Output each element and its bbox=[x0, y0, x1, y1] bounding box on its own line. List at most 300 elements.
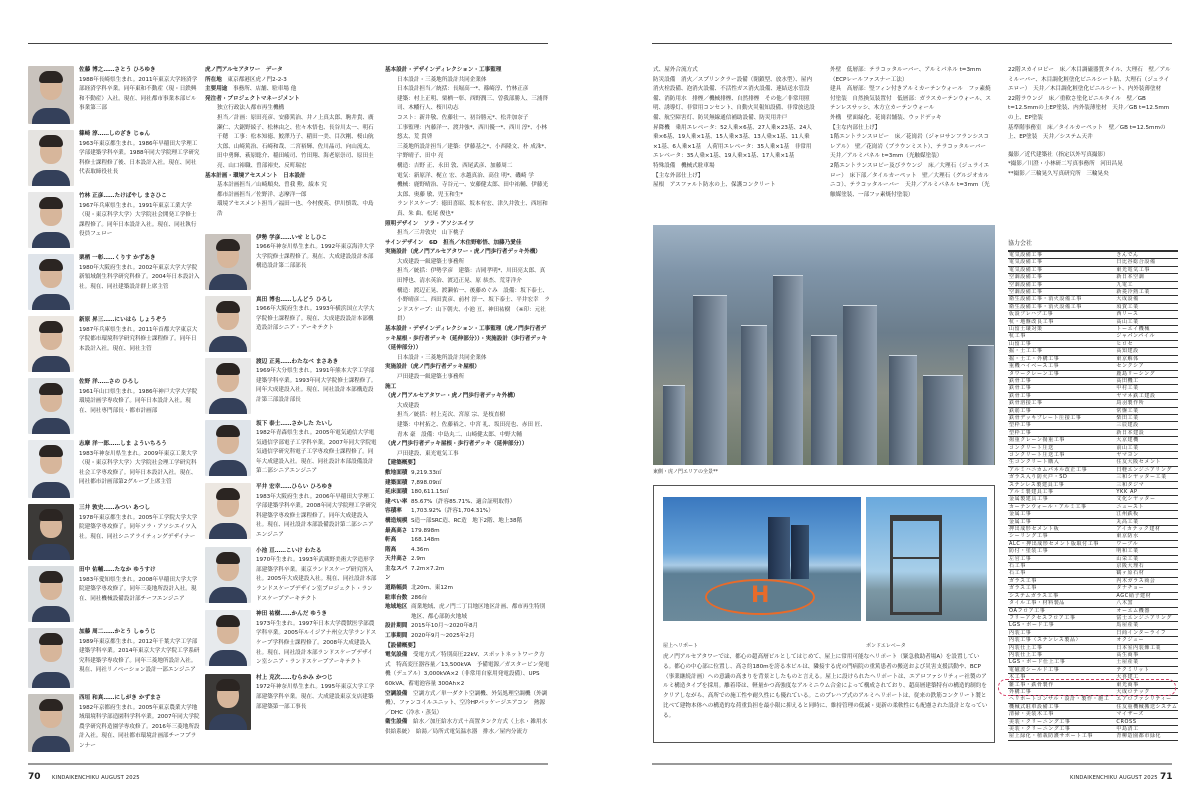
portrait-photo bbox=[28, 254, 74, 310]
company-cell: 高知建設 bbox=[1110, 348, 1178, 355]
trade-cell: 金属製建具工事 bbox=[1008, 496, 1110, 503]
credit-line: 電気：新原洋、梶立 宏、水越真治、高住 明*、磯崎 学 bbox=[397, 172, 534, 179]
heliport-caption: 屋上ヘリポート bbox=[663, 643, 699, 649]
bio-name: 志摩 洋一郎……しま よういちろう bbox=[79, 441, 167, 447]
outline-key: 天井高さ bbox=[385, 556, 408, 563]
highlight-annotation bbox=[998, 679, 1176, 696]
bio-text bbox=[256, 547, 377, 605]
outline-row bbox=[385, 469, 550, 479]
data-label: 所在地 bbox=[205, 76, 222, 83]
page-rule-left bbox=[28, 43, 548, 44]
equip-value: 空調方式／単一ダクト空調機、外気処理空調機（外調機）、ファンコイルユニット、空冷HPパッケージエアコン 熱源／DHC（冷水・蒸気） bbox=[385, 690, 548, 716]
bio-text bbox=[256, 420, 377, 478]
company-cell: タナチョー bbox=[1110, 585, 1178, 592]
outline-row bbox=[385, 527, 550, 537]
bio-text bbox=[256, 610, 377, 668]
equip-key: 空調設備 bbox=[385, 690, 408, 697]
outline-row bbox=[385, 479, 550, 489]
portrait-hair bbox=[216, 552, 240, 564]
heliport-photo: H bbox=[663, 497, 861, 621]
credit-line: 三菱地所設計担当／建築：伊藤基之*、小西隆文、朴 成洙*、宇野晴子、田中 亮 bbox=[397, 143, 550, 160]
contractor-row bbox=[1008, 696, 1178, 703]
company-cell: ヒロセ bbox=[1110, 340, 1178, 347]
specs-column-4 bbox=[653, 66, 815, 191]
portrait-body bbox=[32, 356, 70, 372]
company-cell: 三辰建設 bbox=[1110, 422, 1178, 429]
data-heading: 虎ノ門アルセアタワー データ bbox=[205, 67, 283, 73]
credit-line: 施工 bbox=[385, 383, 397, 390]
outline-row bbox=[385, 488, 550, 498]
bio-entry bbox=[28, 192, 200, 248]
outline-key: 階高 bbox=[385, 546, 397, 553]
contractor-row bbox=[1008, 577, 1178, 584]
bio-name: 村上 克次……むらかみ かつじ bbox=[256, 674, 333, 681]
contractor-row bbox=[1008, 489, 1178, 496]
credit-line: 建築：中村拓之、佐藤裕之、中宮 礼、坂田亮也、赤田 匠、青木 豪 設備：中島丸二、山崎健太郎、中野大輔 bbox=[397, 421, 546, 438]
portrait-body bbox=[209, 523, 247, 539]
company-cell: 土屋産業 bbox=[1110, 659, 1178, 666]
company-cell: 江州鉄板 bbox=[1110, 511, 1178, 518]
company-cell: マイザーズ bbox=[1110, 711, 1178, 718]
bio-entry bbox=[205, 610, 377, 668]
portrait-hair bbox=[216, 488, 240, 500]
credit-line: 戸田建設一級建築士事務所 bbox=[397, 374, 465, 380]
bio-description: 1966年大阪府生まれ。1993年横浜国立大学大学院修士課程修了。現在、大成建設設計本部構造設計部シニア・アーキテクト bbox=[256, 306, 375, 332]
company-cell: 高山工業 bbox=[1110, 318, 1178, 325]
bio-description: 1973年生まれ。1997年日本大学農獣医学部農学科卒業。2005年ルイジアナ州立大学ランドスケープ学科修士課程修了。2008年大成建設入社。現在、同社設計本部ランドスケープデザイン室シニア・ランドスケープアーキテクト bbox=[256, 620, 377, 666]
company-cell: アイカテック建材 bbox=[1110, 526, 1178, 533]
contractor-row bbox=[1008, 437, 1178, 444]
trade-cell: 美装・クリーニング工事 bbox=[1008, 718, 1110, 725]
bio-description: 1982年京都府生まれ。2005年東京農業大学地域環境科学部造園科学科卒業。2007年同大学院農学研究科造園学専攻修了。2016年三菱地所設計入社。現在、同社都市環境計画部チーフプランナー bbox=[79, 704, 200, 749]
company-cell: 明和工業 bbox=[1110, 548, 1178, 555]
portrait-body bbox=[209, 460, 247, 476]
equip-key: 電気設備 bbox=[385, 652, 408, 659]
plan-staff-line: 都市計画担当／佐野洋、志摩洋一郎 bbox=[217, 191, 307, 198]
outline-value: 2.9m bbox=[411, 556, 426, 563]
portrait-hair bbox=[39, 633, 63, 645]
portrait-body bbox=[32, 232, 70, 248]
company-cell: 青柳造園都市緑化 bbox=[1110, 733, 1178, 740]
contractor-row bbox=[1008, 540, 1178, 547]
trade-cell: 鉄骨溶接工事 bbox=[1008, 400, 1110, 407]
trade-cell: ガラス工事 bbox=[1008, 585, 1110, 592]
contractor-row bbox=[1008, 303, 1178, 310]
portrait-hair bbox=[39, 135, 63, 147]
contractor-row bbox=[1008, 570, 1178, 577]
trade-cell: 清掃・美装木工事 bbox=[1008, 711, 1110, 718]
contractor-row bbox=[1008, 326, 1178, 333]
company-cell: ジャパンパイル bbox=[1110, 333, 1178, 340]
trade-cell: 防付・塗装工事 bbox=[1008, 548, 1110, 555]
trade-cell: 石工事 bbox=[1008, 563, 1110, 570]
trade-cell: 杭・地盤改良工事 bbox=[1008, 318, 1110, 325]
footer-rule-left bbox=[28, 763, 548, 765]
contractor-row bbox=[1008, 451, 1178, 458]
outline-heading: 【建築概要】 bbox=[385, 460, 419, 467]
contractor-row bbox=[1008, 518, 1178, 525]
bios-column-2 bbox=[205, 234, 377, 730]
spec-line: 昇降機 乗用エレベータ：52人乗×6基、27人乗×23基、24人乗×6基、19人乗×1基、15人乗×3基、13人乗×1基、11人乗×1基、6人乗×1基 人荷用エレベータ：35人乗×1基 非常用エレベータ：35人乗×1基、19人乗×1基、17人乗×1基 bbox=[653, 124, 812, 160]
bio-description: 1983年愛知県生まれ。2008年早稲田大学大学院建築学専攻修了。同年三菱地所設計入社。現在、同社機械設備設計部チーフエンジニア bbox=[79, 576, 198, 602]
specs-column-6 bbox=[1008, 66, 1173, 180]
outline-key: 敷地面積 bbox=[385, 469, 408, 476]
company-cell: トーエイ機械 bbox=[1110, 326, 1178, 333]
trade-cell: 生コンクリート購入 bbox=[1008, 459, 1110, 466]
equip-value: 給水／加圧給水方式＋高置タンク方式（上水・雑用水供給系統） 給湯／局所式電気温水器 排水／屋内分流方 bbox=[385, 719, 548, 735]
credits-column bbox=[385, 66, 550, 738]
portrait-photo bbox=[28, 566, 74, 622]
contractor-row bbox=[1008, 385, 1178, 392]
portrait-photo bbox=[28, 192, 74, 248]
bio-text bbox=[256, 674, 377, 730]
contractor-row bbox=[1008, 659, 1178, 666]
contractor-row bbox=[1008, 607, 1178, 614]
plan-staff-line: 基本計画担当／山崎順央、曽我 勲、綾本 究 bbox=[217, 182, 327, 189]
outline-value: 168.148m bbox=[411, 537, 440, 544]
bio-entry bbox=[205, 296, 377, 352]
contractor-row bbox=[1008, 266, 1178, 273]
company-cell: 日比谷総合設備 bbox=[1110, 259, 1178, 266]
portrait-photo bbox=[205, 296, 251, 352]
outline-key: 建築面積 bbox=[385, 479, 408, 486]
trade-cell: 電磁波シールド工事 bbox=[1008, 666, 1110, 673]
bio-name: 栗栖 一彰……くりす かずあき bbox=[79, 255, 156, 261]
equip-key: 衛生設備 bbox=[385, 719, 408, 726]
bio-entry bbox=[28, 504, 200, 560]
credit-line: 担当／統括：伊勢学彦 建築：吉岡孝明*、川田亮太郎、真田博也、清水英治、渡辺正晃、原 恭杰、荒芽洋介 bbox=[397, 268, 546, 285]
outline-row bbox=[385, 622, 550, 632]
bond-elevator-caption: ボンドエレベータ bbox=[866, 643, 906, 649]
outline-key: 建ぺい率 bbox=[385, 498, 408, 505]
bio-name: 佐藤 博之……さとう ひろゆき bbox=[79, 67, 156, 73]
portrait-hair bbox=[39, 259, 63, 271]
bio-description: 1982年青森県生まれ。2005年電気通信大学電気通信学部電子工学科卒業。2007年同大学院電気通信学研究科電子工学専攻修士課程修了。同年大成建設入社。現在、同社設計本部設備設計第二部シニアエンジニア bbox=[256, 430, 377, 475]
portrait-hair bbox=[39, 197, 63, 209]
trade-cell: 外構工事 bbox=[1008, 688, 1110, 695]
outline-key: 設計期間 bbox=[385, 623, 408, 630]
bio-description: 1983年神奈川県生まれ。2009年東京工業大学（現・東京科学大学）大学院社会理工学研究科社会工学専攻修了。同年日本設計入社。現在、同社都市計画部第2グループ上席主管 bbox=[79, 450, 198, 486]
trade-cell: LGS・ボード仕上工事 bbox=[1008, 659, 1110, 666]
credit-line: 構造：吉野 正、永田 敦、西尾武彦、加藤周二 bbox=[397, 162, 513, 169]
trade-cell: 内装工事（ステンレス製品） bbox=[1008, 637, 1110, 644]
trade-cell: 金属工事 bbox=[1008, 511, 1110, 518]
outline-row bbox=[385, 507, 550, 517]
portrait-photo bbox=[205, 547, 251, 603]
magazine-title-right: KINDAIKENCHIKU AUGUST 2025 bbox=[1070, 775, 1158, 781]
company-cell: 日本室内装飾工業 bbox=[1110, 644, 1178, 651]
bio-name: 渡辺 正晃……わたなべ まさあき bbox=[256, 358, 339, 365]
trade-cell: コンクリート圧送 bbox=[1008, 444, 1110, 451]
portrait-hair bbox=[39, 445, 63, 457]
spec-line: 1階エントランスロビー 床／花崗岩（ジャロサンフランシスコレアル） 壁／花崗岩（ブラウンミスト）、テラコッタルーバー 天井／アルミパネル t=3mm（光触媒塗装） bbox=[830, 134, 992, 160]
outline-row bbox=[385, 546, 550, 556]
contractor-row bbox=[1008, 296, 1178, 303]
outline-value: 7.2m×7.2m bbox=[411, 565, 445, 572]
bio-name: 伊勢 学彦……いせ としひこ bbox=[256, 234, 328, 241]
bio-text bbox=[79, 566, 200, 622]
company-cell: 新日本空調 bbox=[1110, 274, 1178, 281]
trade-cell: 重機ハイベース工事 bbox=[1008, 363, 1110, 370]
company-cell: 京阪大理石 bbox=[1110, 563, 1178, 570]
equip-heading: 【設備概要】 bbox=[385, 642, 419, 649]
bio-description: 1961年山口県生まれ。1986年神戸大学大学院環境計画学専攻修了。同年日本設計入社。現在、同社専門部長・都市計画部 bbox=[79, 388, 198, 414]
portrait-body bbox=[32, 606, 70, 622]
contractor-row bbox=[1008, 511, 1178, 518]
credit-line: 日本設計担当／統括：長堀高一*、篠崎淳、竹林正彦 bbox=[397, 86, 529, 93]
credit-line: 実施設計（虎ノ門歩行者デッキ屋根） bbox=[385, 364, 480, 371]
data-line bbox=[205, 85, 377, 95]
bio-description: 1969年大分県生まれ。1991年熊本大学工学部建築学科卒業。1993年同大学院修士課程修了。同年大成建設入社。現在、同社設計本部構造設計第三部設計部長 bbox=[256, 368, 377, 403]
contractor-row bbox=[1008, 726, 1178, 733]
company-cell: 須賀工業 bbox=[1110, 303, 1178, 310]
bio-description: 1980年大阪府生まれ。2002年東京大学大学院新領域創生科学研究科修了。2004年日本設計入社。現在、同社建築設計群上席主管 bbox=[79, 264, 200, 290]
spec-line: 防災設備 消火／スプリンクラー設備（閉鎖型、放水型）、屋内消火栓設備、泡消火設備、不活性ガス消火設備、連結送水管設備、消防用水 排煙／機械排煙、自然排煙 その他／非常用照明、誘導灯、非常用コンセント、自動火災報知設備、非常放送設備、航空障害灯、防災無線通信補助設備、防災用井戸 bbox=[653, 76, 815, 121]
portrait-body bbox=[32, 294, 70, 310]
company-cell: 文化シヤッター bbox=[1110, 496, 1178, 503]
trade-cell: 押出成形セメント板 bbox=[1008, 526, 1110, 533]
equip-row bbox=[385, 651, 550, 689]
company-cell: 新日本建設 bbox=[1110, 429, 1178, 436]
trade-cell: 機械式駐車設備工事 bbox=[1008, 703, 1110, 710]
aerial-photo bbox=[653, 225, 995, 465]
company-cell: 東京防水 bbox=[1110, 533, 1178, 540]
outline-value: 286台 bbox=[411, 594, 428, 601]
portrait-body bbox=[32, 418, 70, 434]
trade-cell: フリーアクセスフロア工事 bbox=[1008, 614, 1110, 621]
contractor-row bbox=[1008, 585, 1178, 592]
contractor-row bbox=[1008, 555, 1178, 562]
photo-credit: 撮影／近代建築社（指定以外写真撮影） bbox=[1008, 151, 1109, 158]
bio-name: 田中 佑輔……たなか ゆうすけ bbox=[79, 567, 156, 573]
portrait-body bbox=[32, 544, 70, 560]
outline-key: 地域地区 bbox=[385, 604, 408, 611]
trade-cell: システムガラス工事 bbox=[1008, 592, 1110, 599]
specs-column-5 bbox=[830, 66, 992, 200]
bio-description: 1978年東京都生まれ。2005年工学院大学大学院建築学専攻修了。同年ソラ・アソシエイツ入社。現在、同社シニアライティングデザイナー bbox=[79, 514, 198, 540]
contractors-title: 協力会社 bbox=[1008, 240, 1033, 247]
contractor-row bbox=[1008, 400, 1178, 407]
bio-description: 1967年兵庫県生まれ。1991年東京工業大学（現・東京科学大学）大学院社会開発工学修士課程修了。同年日本設計入社。現在、同社執行役員フェロー bbox=[79, 202, 197, 238]
equip-row bbox=[385, 690, 550, 719]
contractor-row bbox=[1008, 622, 1178, 629]
trade-cell: 鉄骨工事 bbox=[1008, 392, 1110, 399]
company-cell: センクシア bbox=[1110, 363, 1178, 370]
trade-cell: 石工事 bbox=[1008, 570, 1110, 577]
contractor-row bbox=[1008, 496, 1178, 503]
data-line bbox=[205, 76, 377, 86]
bio-name: 平井 宏幸……ひらい ひろゆき bbox=[256, 484, 333, 491]
company-cell: YKK AP bbox=[1110, 489, 1178, 496]
contractor-row bbox=[1008, 600, 1178, 607]
company-cell: 大成ロテック bbox=[1110, 688, 1178, 695]
bio-description: 1972年神奈川県生まれ。1995年東京大学工学部建築学科卒業。現在、大成建設東京支店建築部建築第一部工事長 bbox=[256, 684, 375, 710]
contractor-row bbox=[1008, 274, 1178, 281]
footer-rule-right bbox=[652, 763, 1172, 765]
credit-line: 戸田建設、東光電気工事 bbox=[397, 450, 459, 457]
outline-value: 商業地域、虎ノ門二丁目地区地区計画、都市再生特別地区、都心部防火地域 bbox=[411, 604, 546, 620]
bio-entry bbox=[205, 358, 377, 414]
contractor-row bbox=[1008, 289, 1178, 296]
portrait-photo bbox=[205, 674, 251, 730]
spec-line: 式、屋外合流方式 bbox=[653, 67, 698, 73]
client-staff: 担当／計画：原田亮彦、安藤篤治、井ノ上真太郎、駒井貴、廣瀬仁、大鋸野綾子、松林由之、佐々木悟也、長谷川太一、明石千穂 工事：松本知徳、鮫澤乃子、稲田一美、目次剛、桜山航大郎、山崎篤治、石崎和哉、二宮裕輝、佐川晶司、向山流太、田中勇輝、萩原聡介、稲田崚司、竹田翔、海老原崇司、原田圭亮、山口裕職、曽部裕史、反町瑞宏 bbox=[217, 114, 374, 169]
portrait-photo bbox=[28, 504, 74, 560]
bio-name: 加藤 周二……かとう しゅうじ bbox=[79, 629, 156, 635]
outline-value: 2015年10月〜2020年8月 bbox=[411, 623, 479, 630]
credit-line: コスト：新井敬、佐藤壮一、初谷勝元*、松井加奈子 bbox=[397, 114, 529, 121]
trade-cell: 電気設備工事 bbox=[1008, 259, 1110, 266]
spec-line: 外壁 低層部：テラコッタルーバー、アルミパネル t=3mm（ECPレールファスナー工法） bbox=[830, 67, 981, 83]
outline-value: 180,611.15㎡ bbox=[411, 489, 449, 496]
bio-text bbox=[79, 130, 200, 186]
portrait-body bbox=[32, 108, 70, 124]
bio-name: 小池 亘……こいけ わたる bbox=[256, 547, 322, 554]
credit-line: 日本設計・三菱地所設計共同企業体 bbox=[397, 76, 487, 83]
credit-line: （虎ノ門歩行者デッキ屋根・歩行者デッキ（延伸部分）） bbox=[385, 441, 528, 448]
portrait-body bbox=[32, 736, 70, 752]
bio-name: 真田 博也……しんどう ひろし bbox=[256, 296, 333, 303]
trade-cell: 木工事 bbox=[1008, 674, 1110, 681]
contractor-row bbox=[1008, 733, 1178, 740]
spec-line: 屋根 アスファルト防水の上、保護コンクリート bbox=[653, 182, 776, 189]
trade-cell: 内装仕上工事 bbox=[1008, 651, 1110, 658]
bio-text bbox=[79, 192, 200, 248]
contractor-row bbox=[1008, 355, 1178, 362]
contractor-row bbox=[1008, 466, 1178, 473]
contractor-row bbox=[1008, 340, 1178, 347]
contractor-row bbox=[1008, 407, 1178, 414]
page-number-right: 71 bbox=[1160, 772, 1173, 782]
contractor-row bbox=[1008, 526, 1178, 533]
spec-line: 【主な内部仕上げ】 bbox=[830, 124, 881, 131]
portrait-hair bbox=[39, 383, 63, 395]
bio-entry bbox=[205, 234, 377, 290]
spec-line: 基準階事務室 床／タイルカーペット 壁／GB t=12.5mmの上、EP塗装 天井／システム天井 bbox=[1008, 124, 1166, 141]
portrait-hair bbox=[216, 239, 240, 251]
company-cell: テクミリット bbox=[1110, 666, 1178, 673]
equip-row bbox=[385, 718, 550, 737]
portrait-hair bbox=[216, 425, 240, 437]
bio-text bbox=[79, 316, 200, 372]
portrait-photo bbox=[205, 234, 251, 290]
portrait-photo bbox=[28, 66, 74, 124]
portrait-hair bbox=[216, 615, 240, 627]
portrait-photo bbox=[28, 628, 74, 688]
outline-key: 延床面積 bbox=[385, 489, 408, 496]
company-cell: エアロファシリティー bbox=[1110, 696, 1178, 703]
contractor-row bbox=[1008, 614, 1178, 621]
trade-cell: 鉄骨工事 bbox=[1008, 385, 1110, 392]
portrait-photo bbox=[28, 378, 74, 434]
trade-cell: 掘・土工工事 bbox=[1008, 348, 1110, 355]
portrait-photo bbox=[28, 694, 74, 752]
trade-cell: アルミハニカムパネル改正工事 bbox=[1008, 466, 1110, 473]
credit-line: （虎ノ門アルセアタワー・虎ノ門歩行者デッキ外構） bbox=[385, 393, 519, 400]
photo-credit: **撮影／三輪晃久写真研究所 三輪晃央 bbox=[1008, 170, 1109, 177]
trade-cell: LGS・ボード工事 bbox=[1008, 622, 1110, 629]
spec-line: 特殊設備 機械式駐車場 bbox=[653, 162, 715, 169]
company-cell: 鶴ヶ原石材 bbox=[1110, 570, 1178, 577]
credit-line: 担当／統括：村上克次、宮原 宗、是枝直樹 bbox=[397, 412, 506, 419]
outline-value: 北20m、東12m bbox=[411, 585, 453, 592]
trade-cell: 電気設備工事 bbox=[1008, 251, 1110, 259]
bio-entry bbox=[28, 378, 200, 434]
company-cell: AGC硝子建材 bbox=[1110, 592, 1178, 599]
portrait-body bbox=[32, 482, 70, 498]
contractor-row bbox=[1008, 444, 1178, 451]
credit-line: 基本設計・デザインディレクション・工事監理（虎ノ門歩行者デッキ屋根・歩行者デッキ（延伸部分））・実施設計（歩行者デッキ（延伸部分）） bbox=[385, 326, 547, 352]
company-cell: 東光電気工事 bbox=[1110, 266, 1178, 273]
bios-column-1 bbox=[28, 66, 200, 758]
contractor-row bbox=[1008, 666, 1178, 673]
credit-line: 工事監理：内藤洋一、渡井強*、西川優一*、西川 淳*、小林悠太、荒 貴啓 bbox=[397, 124, 548, 141]
company-cell: 富士エンジニアリング bbox=[1110, 614, 1178, 621]
company-cell: ヤマヨン bbox=[1110, 451, 1178, 458]
contractor-row bbox=[1008, 703, 1178, 710]
contractor-row bbox=[1008, 333, 1178, 340]
bio-entry bbox=[28, 566, 200, 622]
bio-description: 1988年長崎県生まれ。2011年東京大学経済学部経済学科卒業。同年東和不動産（現・日鉄興和不動産）入社。現在、同社都市事業本部ビル事業第三部 bbox=[79, 76, 198, 112]
contractor-row bbox=[1008, 311, 1178, 318]
trade-cell: 型枠工事 bbox=[1008, 429, 1110, 436]
bio-text bbox=[256, 234, 377, 290]
credit-line: 建築：村上正明、栗栖一彰、西野潤三、曽我部勝人、三浦啓司、木幡行人、桜川功志 bbox=[397, 95, 549, 112]
data-value: 事務所、店舗、駐車場 他 bbox=[233, 86, 297, 93]
contractors-table bbox=[1008, 250, 1178, 741]
bio-entry bbox=[28, 694, 200, 752]
photo-credit: *撮影／川澄・小林研二写真事務所 河田昌晃 bbox=[1008, 161, 1123, 168]
trade-cell: 山留工事 bbox=[1008, 340, 1110, 347]
portrait-hair bbox=[39, 321, 63, 333]
company-cell: 中島清工 bbox=[1110, 726, 1178, 733]
trade-cell: ヘリポートコンサル・設計・製作・施工 bbox=[1009, 696, 1110, 703]
aerial-caption: 東側・虎ノ門エリアの全景** bbox=[653, 469, 719, 475]
trade-cell: 金属工事 bbox=[1008, 518, 1110, 525]
trade-cell: ガラス入り防火戸・SD bbox=[1008, 474, 1110, 481]
outline-value: 7,898.09㎡ bbox=[411, 479, 442, 486]
company-cell: 高生商事 bbox=[1110, 651, 1178, 658]
trade-cell: 屋上緑化・植栽防護サポート工事 bbox=[1008, 733, 1110, 740]
contractor-row bbox=[1008, 459, 1178, 466]
trade-cell: 杭工事 bbox=[1008, 333, 1110, 340]
data-value: 東京都港区虎ノ門2-2-3 bbox=[227, 76, 287, 83]
contractor-row bbox=[1008, 629, 1178, 636]
credit-line: 担当／三井敦史 山下桃子 bbox=[397, 230, 465, 237]
portrait-hair bbox=[39, 571, 63, 583]
trade-cell: 美装・クリーニング工事 bbox=[1008, 726, 1110, 733]
portrait-hair bbox=[39, 699, 63, 711]
company-cell: 三和タジマ bbox=[1110, 481, 1178, 488]
contractor-row bbox=[1008, 637, 1178, 644]
portrait-photo bbox=[28, 130, 74, 186]
credit-line: 実施設計（虎ノ門アルセアタワー・虎ノ門歩行者デッキ外構） bbox=[385, 249, 541, 256]
bio-description: 1983年大阪府生まれ。2006年早稲田大学理工学部建築学科卒業。2008年同大学院理工学研究科建築学専攻修士課程修了。同年大成建設入社。現在、同社設計本部設備設計第二部シニアエンジニア bbox=[256, 493, 377, 539]
trade-cell: 仮設プレハブ工事 bbox=[1008, 311, 1110, 318]
bio-text bbox=[79, 628, 200, 688]
trade-cell: 衛生設備工事・消火設備工事 bbox=[1008, 303, 1110, 310]
outline-row bbox=[385, 517, 550, 527]
trade-cell: ステンレス製建具工事 bbox=[1008, 481, 1110, 488]
credit-line: 日本設計・三菱地所設計共同企業体 bbox=[397, 354, 487, 361]
spec-line: 外構 壁面緑化、花崗岩舗装、ウッドデッキ bbox=[830, 114, 942, 121]
bio-name: 佐野 洋……さの ひろし bbox=[79, 379, 139, 385]
company-cell: 鳥羽製作所 bbox=[1110, 400, 1178, 407]
client-org: 独立行政法人都市再生機構 bbox=[217, 105, 285, 112]
bio-description: 1987年兵庫県生まれ。2011年首都大学東京大学院都市環境科学研究科修士課程修了。同年日本設計入社。現在、同社主管 bbox=[79, 326, 198, 352]
portrait-photo bbox=[205, 420, 251, 476]
bio-text bbox=[79, 378, 200, 434]
